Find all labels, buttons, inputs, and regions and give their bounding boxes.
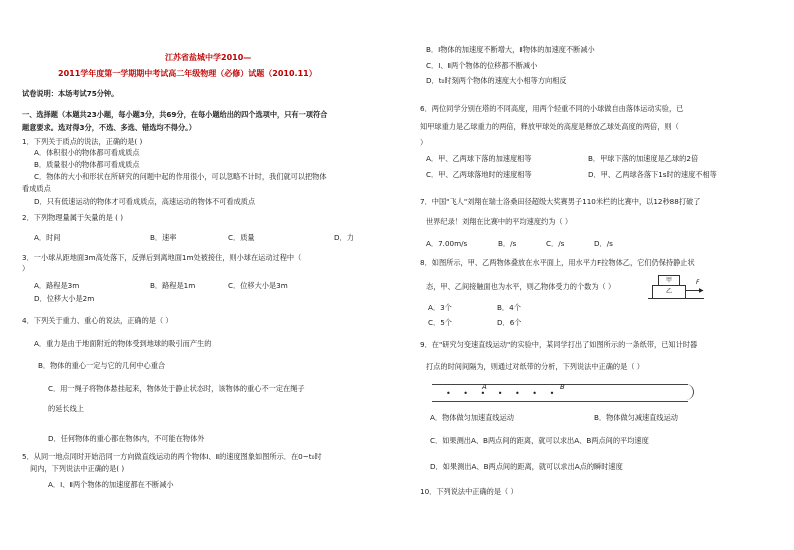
tape-dots: • • • • • • •	[446, 389, 560, 398]
q1-option-b: B．质量很小的物体都可看成质点	[34, 160, 140, 169]
q7-stem-2: 世界纪录！刘翔在比赛中的平均速度约为（ ）	[426, 217, 573, 226]
q9-option-a: A．物体做匀加速直线运动	[430, 413, 514, 422]
q6-stem-1: 6．两位同学分别在塔的不同高度，用两个轻重不同的小球做自由落体运动实验，已	[420, 104, 684, 113]
q4-stem: 4．下列关于重力、重心的说法，正确的是（ ）	[22, 316, 173, 325]
force-label: F	[696, 279, 700, 286]
q5-option-c: C．Ⅰ、Ⅱ两个物体的位移都不断减小	[426, 61, 538, 70]
tape-point-b: B	[560, 383, 565, 391]
q3-option-c: C．位移大小是3m	[228, 281, 288, 290]
q2-option-d: D．力	[334, 233, 354, 242]
section1-instructions-b: 题意要求。选对得3分，不选、多选、错选均不得分。）	[22, 123, 196, 132]
q7-stem-1: 7．中国"飞人"刘翔在瑞士洛桑田径超级大奖赛男子110米栏的比赛中，以12秒88打破了	[420, 197, 701, 206]
q2-stem: 2．下列物理量属于矢量的是 ( )	[22, 213, 124, 222]
q8-option-d: D．6个	[497, 318, 522, 327]
q6-stem-3: ）	[420, 138, 428, 147]
q3-stem-1: 3．一小球从距地面3m高处落下，反弹后到离地面1m处被接住，则小球在运动过程中（	[22, 253, 302, 262]
q1-option-a: A．体积很小的物体都可看成质点	[34, 148, 140, 157]
q8-stem-2: 态，甲、乙间接触面也为水平，则乙物体受力的个数为（ ）	[426, 282, 616, 291]
q3-option-b: B．路程是1m	[150, 281, 196, 290]
tape-end	[683, 384, 694, 400]
q4-option-a: A．重力是由于地面附近的物体受到地球的吸引而产生的	[34, 339, 212, 348]
q9-stem-2: 打点的时间间隔为，则通过对纸带的分析，下列说法中正确的是（ ）	[426, 362, 644, 371]
q1-option-c-2: 看成质点	[22, 184, 51, 193]
q9-stem-1: 9．在"研究匀变速直线运动"的实验中，某同学打出了如图所示的一条纸带，已知计时器	[420, 340, 698, 349]
title-line-1: 江苏省盐城中学2010—	[165, 53, 252, 62]
q9-option-d: D．如果测出A、B两点间的距离，就可以求出A点的瞬时速度	[430, 462, 623, 471]
q9-option-c: C．如果测出A、B两点间的距离，就可以求出A、B两点间的平均速度	[430, 436, 649, 445]
q1-option-d: D．只有低速运动的物体才可看成质点，高速运动的物体不可看成质点	[34, 197, 256, 206]
tape-point-a: A	[482, 383, 487, 391]
q2-option-a: A．时间	[34, 233, 61, 242]
q8-option-b: B．4个	[497, 303, 521, 312]
q7-option-a: A．7.00m/s	[426, 239, 468, 248]
title-line-2: 2011学年度第一学期期中考试高二年级物理（必修）试题（2010.11）	[58, 69, 317, 78]
section1-instructions-a: 一、选择题（本题共23小题，每小题3分，共69分，在每小题给出的四个选项中，只有一项符合	[22, 110, 328, 119]
q4-option-c-2: 的延长线上	[48, 404, 84, 413]
q8-option-c: C．5个	[428, 318, 452, 327]
q5-stem-1: 5．从同一地点同时开始沿同一方向做直线运动的两个物体Ⅰ、Ⅱ的速度图象如图所示．在0~t₀时	[22, 452, 322, 461]
q5-option-b: B．Ⅰ物体的加速度不断增大，Ⅱ物体的加速度不断减小	[426, 45, 595, 54]
q4-option-d: D．任何物体的重心都在物体内，不可能在物体外	[48, 434, 205, 443]
q3-option-a: A．路程是3m	[34, 281, 80, 290]
q6-option-a: A．甲、乙两球下落的加速度相等	[426, 154, 532, 163]
q8-option-a: A．3个	[428, 303, 452, 312]
q8-stem-1: 8．如图所示，甲、乙两物体叠放在水平面上，用水平力F拉物体乙，它们仍保持静止状	[420, 258, 695, 267]
stacked-blocks-figure	[652, 275, 702, 301]
q9-option-b: B．物体做匀减速直线运动	[594, 413, 678, 422]
q6-option-d: D．甲、乙两球各落下1s时的速度不相等	[588, 170, 717, 179]
q6-stem-2: 知甲球重力是乙球重力的两倍，释放甲球处的高度是释放乙球处高度的两倍，则（	[420, 122, 679, 131]
q3-stem-2: ）	[22, 264, 30, 273]
q3-option-d: D．位移大小是2m	[34, 294, 95, 303]
q5-option-a: A．Ⅰ、Ⅱ两个物体的加速度都在不断减小	[48, 480, 174, 489]
q10-stem: 10．下列说法中正确的是（ ）	[420, 487, 518, 496]
q7-option-b: B．/s	[498, 239, 517, 248]
q5-option-d: D．t₀时刻两个物体的速度大小相等方向相反	[426, 76, 567, 85]
q4-option-b: B．物体的重心一定与它的几何中心重合	[38, 361, 166, 370]
q6-option-c: C．甲、乙两球落地时的速度相等	[426, 170, 532, 179]
q5-stem-2: 间内，下列说法中正确的是( )	[30, 464, 125, 473]
q2-option-b: B．速率	[150, 233, 177, 242]
q4-option-c-1: C．用一绳子将物体悬挂起来，物体处于静止状态时，该物体的重心不一定在绳子	[48, 384, 305, 393]
q2-option-c: C．质量	[228, 233, 255, 242]
q7-option-d: D．/s	[594, 239, 613, 248]
block-top: 甲	[658, 275, 680, 287]
paper-tape-figure	[432, 384, 688, 402]
exam-note: 试卷说明：本场考试75分钟。	[22, 89, 119, 98]
q1-option-c-1: C．物体的大小和形状在所研究的问题中起的作用很小，可以忽略不计时，我们就可以把物体	[34, 172, 327, 181]
q7-option-c: C．/s	[546, 239, 565, 248]
q6-option-b: B．甲球下落的加速度是乙球的2倍	[588, 154, 699, 163]
ground-line	[648, 298, 704, 299]
q1-stem: 1．下列关于质点的说法，正确的是( )	[22, 137, 143, 146]
arrow-head-icon: ▶	[699, 287, 704, 294]
block-bottom: 乙	[652, 285, 686, 299]
